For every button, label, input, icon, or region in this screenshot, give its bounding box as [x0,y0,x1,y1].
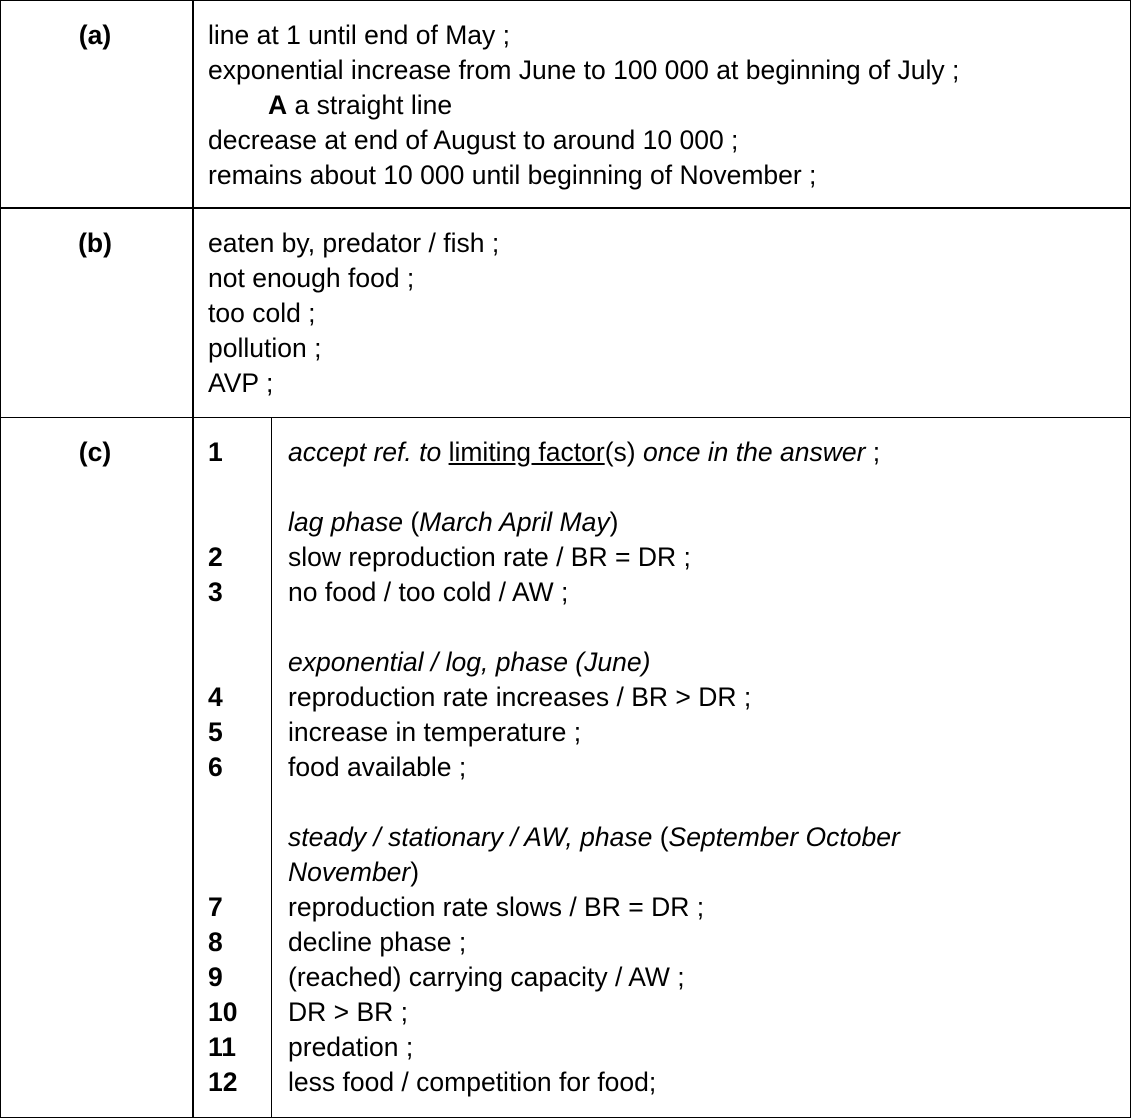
answer-a-line-4: decrease at end of August to around 10 000 ; [208,125,739,155]
point-11-text: predation ; [288,1032,414,1062]
answer-b-line-3: too cold ; [208,298,316,328]
steady-open-paren: ( [659,822,669,852]
lag-months: March April May [419,507,610,537]
steady-phase-name: steady / stationary / AW, phase [288,822,653,852]
answer-a-line-5: remains about 10 000 until beginning of November ; [208,160,817,190]
point-number-divider [271,418,272,1118]
point-1-end: ; [872,437,881,467]
lag-open-paren: ( [410,507,420,537]
point-1-underlined: limiting factor [448,437,605,467]
point-number-11: 11 [208,1032,237,1062]
point-number-10: 10 [208,997,238,1027]
point-7-text: reproduction rate slows / BR = DR ; [288,892,705,922]
part-a-label: (a) [78,20,112,50]
exponential-phase-heading: exponential / log, phase (June) [288,647,651,677]
point-number-5: 5 [208,717,223,747]
answer-b-line-5: AVP ; [208,368,274,398]
lag-phase-heading [288,505,618,540]
point-2-text: slow reproduction rate / BR = DR ; [288,542,691,572]
point-3-text: no food / too cold / AW ; [288,577,569,607]
point-number-8: 8 [208,927,223,957]
part-c-label: (c) [78,437,112,467]
point-number-1: 1 [208,437,223,467]
point-number-7: 7 [208,892,223,922]
answer-a-accept-line [268,88,452,123]
point-number-2: 2 [208,542,223,572]
row-divider-a-b [0,207,1131,209]
point-9-text: (reached) carrying capacity / AW ; [288,962,685,992]
answer-b-line-4: pollution ; [208,333,322,363]
point-5-text: increase in temperature ; [288,717,582,747]
point-1-plain: (s) [604,437,636,467]
steady-phase-heading-line-1 [288,820,900,855]
lag-phase-name: lag phase [288,507,403,537]
accept-text: a straight line [294,90,453,120]
point-number-4: 4 [208,682,223,712]
point-1-italic-pre: accept ref. to [288,437,442,467]
steady-phase-heading-line-2 [288,855,419,890]
steady-months-1: September October [668,822,900,852]
point-1-italic-post: once in the answer [642,437,866,467]
answer-a-line-2: exponential increase from June to 100 000 at beginning of July ; [208,55,960,85]
answer-b-line-1: eaten by, predator / fish ; [208,228,500,258]
column-divider [192,0,194,1118]
point-number-6: 6 [208,752,223,782]
point-number-12: 12 [208,1067,238,1097]
accept-marker: A [268,90,288,120]
answer-b-line-2: not enough food ; [208,263,415,293]
point-12-text: less food / competition for food; [288,1067,657,1097]
point-number-9: 9 [208,962,223,992]
steady-months-2: November [288,857,411,887]
lag-close-paren: ) [609,507,619,537]
answer-a-line-1: line at 1 until end of May ; [208,20,510,50]
steady-close-paren: ) [410,857,420,887]
point-number-3: 3 [208,577,223,607]
part-b-label: (b) [78,228,112,258]
row-divider-b-c [0,417,1131,418]
point-1-text [288,435,880,470]
point-6-text: food available ; [288,752,467,782]
point-10-text: DR > BR ; [288,997,409,1027]
point-4-text: reproduction rate increases / BR > DR ; [288,682,752,712]
point-8-text: decline phase ; [288,927,467,957]
